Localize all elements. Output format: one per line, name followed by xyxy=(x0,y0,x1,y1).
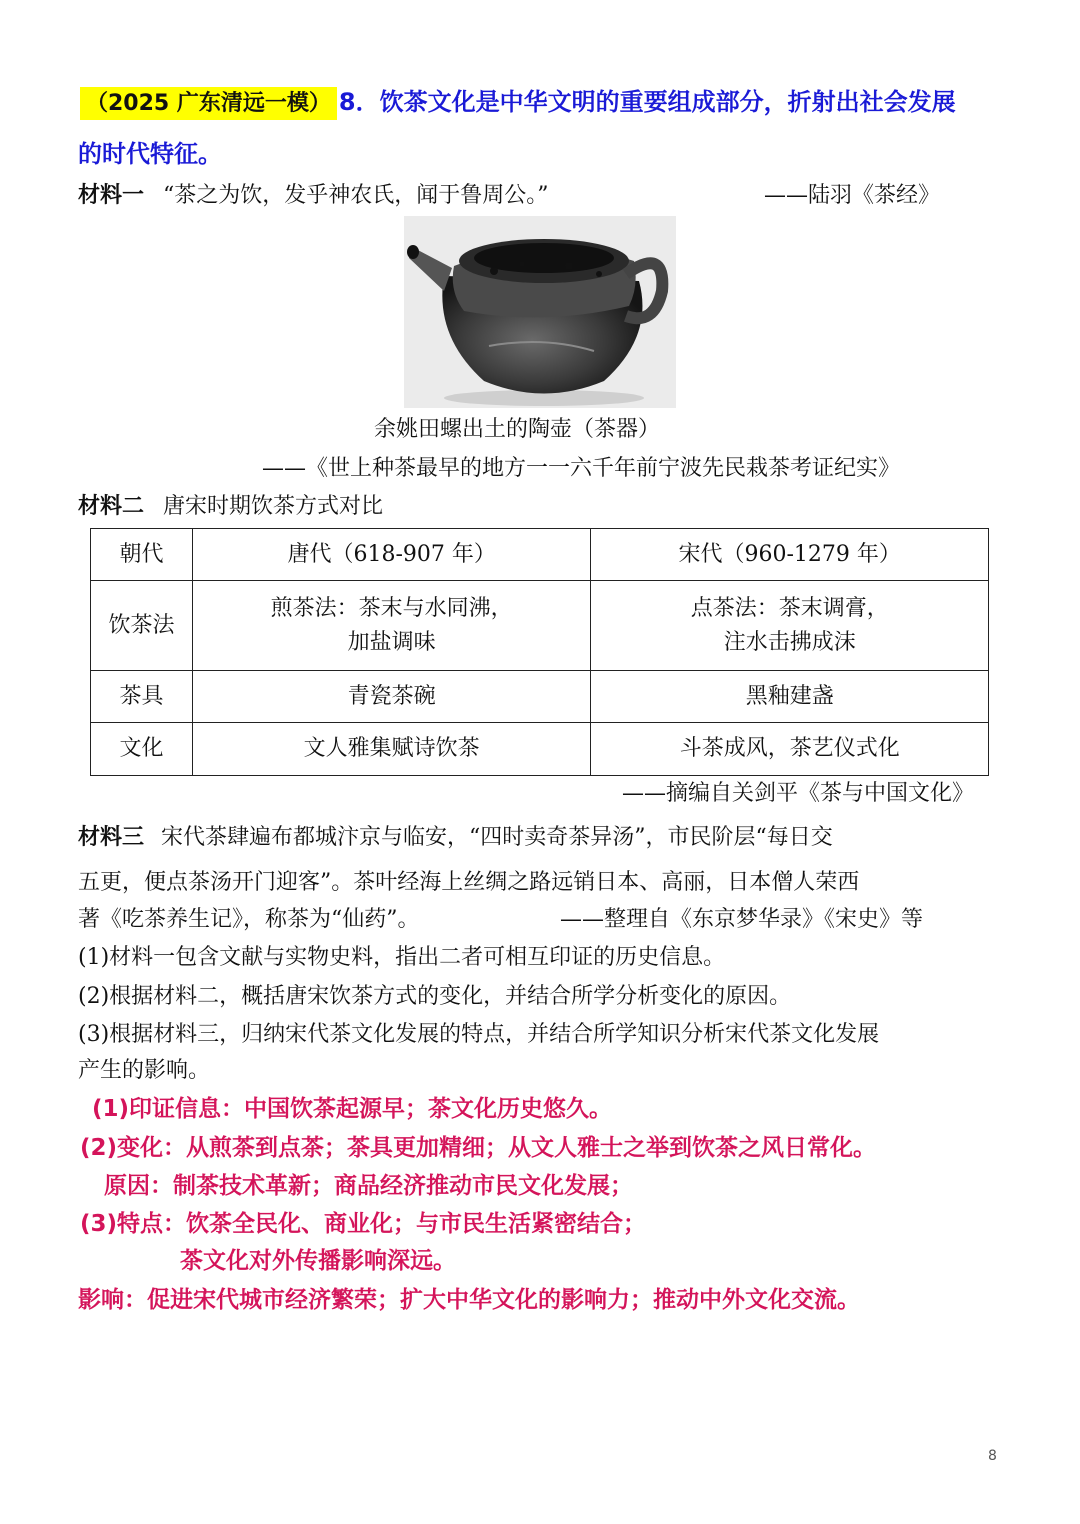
table-row-label: 文化 xyxy=(91,723,193,776)
table-cell: 黑釉建盏 xyxy=(591,671,989,723)
cell-line: 点茶法：茶末调膏， xyxy=(690,595,889,621)
question-1: (1)材料一包含文献与实物史料，指出二者可相互印证的历史信息。 xyxy=(78,945,726,970)
material3-line1 xyxy=(78,823,833,853)
source-tag: （2025 广东清远一模） xyxy=(80,87,337,120)
answer-impact: 影响：促进宋代城市经济繁荣；扩大中华文化的影响力；推动中外文化交流。 xyxy=(78,1287,860,1313)
teapot-icon xyxy=(404,216,676,408)
material2-title: 唐宋时期饮茶方式对比 xyxy=(163,494,384,519)
material3-source: ——整理自《东京梦华录》《宋史》等 xyxy=(560,907,924,932)
table-cell: 斗茶成风，茶艺仪式化 xyxy=(591,723,989,776)
material2-row xyxy=(78,492,383,522)
comparison-table xyxy=(90,528,989,776)
table-header-cell: 朝代 xyxy=(91,529,193,581)
material2-source: ——摘编自关剑平《茶与中国文化》 xyxy=(622,781,975,806)
table-row xyxy=(91,581,989,671)
material1-source: ——陆羽《茶经》 xyxy=(764,183,941,208)
material1-quote: “茶之为饮，发乎神农氏，闻于鲁周公。” xyxy=(163,183,549,208)
image-source: ——《世上种茶最早的地方一一六千年前宁波先民栽茶考证纪实》 xyxy=(262,456,901,481)
table-row-label: 茶具 xyxy=(91,671,193,723)
question-stem-line2: 的时代特征。 xyxy=(78,140,222,168)
material3-line3: 著《吃茶养生记》，称茶为“仙药”。 xyxy=(78,907,420,932)
table-header-cell: 唐代（618-907 年） xyxy=(192,529,591,581)
answer-3-continued: 茶文化对外传播影响深远。 xyxy=(180,1248,456,1274)
answer-2: (2)变化：从煎茶到点茶；茶具更加精细；从文人雅士之举到饮茶之风日常化。 xyxy=(80,1135,877,1161)
table-row xyxy=(91,529,989,581)
cell-line: 注水击拂成沫 xyxy=(723,629,856,655)
material3-label: 材料三 xyxy=(78,825,145,850)
material3-text: 宋代茶肆遍布都城汴京与临安，“四时卖奇茶异汤”，市民阶层“每日交 xyxy=(161,825,833,850)
clay-teapot-photo xyxy=(404,216,676,408)
cell-line: 加盐调味 xyxy=(347,629,436,655)
table-row xyxy=(91,723,989,776)
material3-line2: 五更，便点茶汤开门迎客”。茶叶经海上丝绸之路远销日本、高丽，日本僧人荣西 xyxy=(78,870,860,895)
table-cell xyxy=(591,581,989,671)
table-cell xyxy=(192,581,591,671)
page-number: 8 xyxy=(988,1448,997,1464)
material1-label: 材料一 xyxy=(78,183,145,208)
image-caption: 余姚田螺出土的陶壶（茶器） xyxy=(374,417,661,442)
table-row xyxy=(91,671,989,723)
material1-row xyxy=(78,181,549,211)
answer-3: (3)特点：饮茶全民化、商业化；与市民生活紧密结合； xyxy=(80,1211,647,1237)
cell-line: 煎茶法：茶末与水同沸， xyxy=(270,595,513,621)
question-stem: 8．饮茶文化是中华文明的重要组成部分，折射出社会发展 xyxy=(338,88,956,116)
question-3-line2: 产生的影响。 xyxy=(78,1058,211,1083)
question-3-line1: (3)根据材料三，归纳宋代茶文化发展的特点，并结合所学知识分析宋代茶文化发展 xyxy=(78,1022,880,1047)
table-cell: 文人雅集赋诗饮茶 xyxy=(192,723,591,776)
table-cell: 青瓷茶碗 xyxy=(192,671,591,723)
question-stem-line1 xyxy=(80,87,956,119)
table-row-label: 饮茶法 xyxy=(91,581,193,671)
table-header-cell: 宋代（960-1279 年） xyxy=(591,529,989,581)
answer-2-reason: 原因：制茶技术革新；商品经济推动市民文化发展； xyxy=(104,1173,633,1199)
answer-1: (1)印证信息：中国饮茶起源早；茶文化历史悠久。 xyxy=(92,1096,613,1122)
material2-label: 材料二 xyxy=(78,494,145,519)
question-2: (2)根据材料二，概括唐宋饮茶方式的变化，并结合所学分析变化的原因。 xyxy=(78,984,792,1009)
